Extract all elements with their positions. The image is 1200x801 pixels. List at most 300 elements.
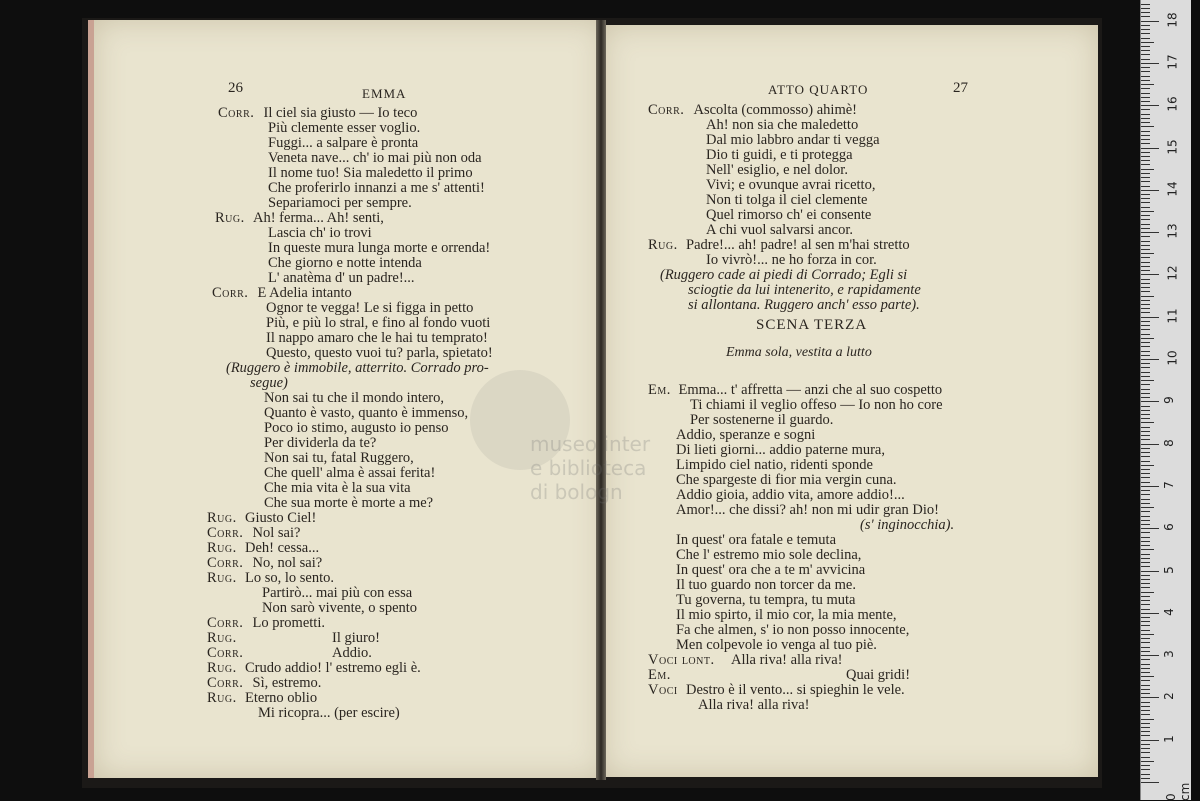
ruler-tick [1141,279,1150,280]
ruler-number: 0 cm [1164,782,1192,801]
ruler-tick [1141,342,1150,343]
ruler-number: 12 [1165,265,1180,282]
ruler-tick [1141,757,1150,758]
verse-line: Quel rimorso ch' ei consente [706,207,872,223]
verse-line: Amor!... che dissi? ah! non mi udir gran Dio! [676,502,939,518]
ruler-tick [1141,541,1150,542]
ruler-tick [1141,630,1150,631]
ruler-tick [1141,296,1154,297]
ruler-tick [1141,71,1150,72]
ruler-tick [1141,406,1150,407]
ruler-tick [1141,465,1154,466]
verse-line: Per dividerla da te? [264,435,377,451]
right-page-number: 27 [953,80,968,96]
ruler-tick [1141,537,1150,538]
ruler-tick [1141,532,1150,533]
speaker-label: Corr. [207,675,244,691]
verse-line: Più, e più lo stral, e fino al fondo vuoti [266,315,491,331]
verse-line: Lo so, lo sento. [245,570,335,586]
ruler-tick [1141,50,1150,51]
ruler-tick [1141,710,1150,711]
ruler-tick [1141,587,1150,588]
verse-line: Deh! cessa... [245,540,320,556]
ruler-tick [1141,122,1150,123]
ruler-tick [1141,571,1159,572]
ruler-tick [1141,109,1150,110]
ruler-tick [1141,351,1150,352]
speaker-label: Rug. [207,540,237,556]
ruler-number: 5 [1161,565,1176,574]
ruler-tick [1141,181,1150,182]
verse-line: Il ciel sia giusto — Io teco [263,105,418,121]
ruler-tick [1141,427,1150,428]
speaker-label: Corr. [648,102,685,118]
ruler-tick [1141,393,1150,394]
ruler-number: 2 [1161,692,1176,701]
ruler-tick [1141,42,1154,43]
ruler-tick [1141,169,1154,170]
ruler-tick [1141,558,1150,559]
ruler-tick [1141,131,1150,132]
ruler-tick [1141,21,1159,22]
ruler-tick [1141,689,1150,690]
verse-line: Padre!... ah! padre! al sen m'hai stretto [686,237,910,253]
verse-line: Che giorno e notte intenda [268,255,422,271]
speaker-label: Corr. [212,285,249,301]
ruler-tick [1141,740,1159,741]
ruler-tick [1141,8,1150,9]
verse-line: Il nappo amaro che le hai tu temprato! [266,330,488,346]
ruler-tick [1141,338,1154,339]
ruler-tick [1141,575,1150,576]
verse-line: Destro è il vento... si spieghin le vele. [686,682,905,698]
ruler-tick [1141,367,1150,368]
ruler-tick [1141,334,1150,335]
ruler-tick [1141,101,1150,102]
verse-line: Che l' estremo mio sole declina, [676,547,862,563]
ruler-tick [1141,300,1150,301]
ruler-tick [1141,520,1150,521]
ruler-tick [1141,554,1150,555]
ruler-tick [1141,719,1154,720]
verse-line: Lascia ch' io trovi [268,225,372,241]
stage-direction: (Ruggero cade ai piedi di Corrado; Egli si [660,267,908,283]
ruler-tick [1141,232,1159,233]
ruler-tick [1141,769,1150,770]
speaker-label: Corr. [207,555,244,571]
verse-line: Vivi; e ovunque avrai ricetto, [706,177,876,193]
verse-line: Dal mio labbro andar ti vegga [706,132,880,148]
ruler-tick [1141,38,1150,39]
verse-line: A chi vuol salvarsi ancor. [706,222,853,238]
ruler-tick [1141,54,1150,55]
verse-line: Il giuro! [332,630,380,646]
ruler-number: 16 [1165,96,1180,112]
ruler-number: 14 [1165,181,1180,197]
left-page-number: 26 [228,80,243,96]
ruler-tick [1141,697,1159,698]
speaker-label: Rug. [207,630,237,646]
ruler-tick [1141,651,1150,652]
ruler-tick [1141,659,1150,660]
ruler-tick [1141,507,1154,508]
verse-line: Addio gioia, addio vita, amore addio!... [676,487,905,503]
ruler-tick [1141,224,1150,225]
ruler-tick [1141,414,1150,415]
verse-line: Ognor te vegga! Le si figga in petto [266,300,474,316]
ruler-tick [1141,579,1150,580]
ruler-tick [1141,207,1150,208]
ruler-tick [1141,744,1150,745]
ruler-tick [1141,566,1150,567]
verse-line: Separiamoci per sempre. [268,195,412,211]
verse-line: Non ti tolga il ciel clemente [706,192,868,208]
ruler-tick [1141,401,1159,402]
ruler-tick [1141,97,1150,98]
verse-line: Quai gridi! [846,667,911,683]
ruler-tick [1141,477,1150,478]
verse-line: Emma... t' affretta — anzi che al suo cospetto [678,382,943,398]
verse-line: Non sai tu, fatal Ruggero, [264,450,414,466]
ruler-tick [1141,731,1150,732]
ruler-tick [1141,186,1150,187]
speaker-label: Rug. [207,690,237,706]
speaker-label: Em. [648,667,671,683]
ruler-tick [1141,583,1150,584]
ruler-tick [1141,765,1150,766]
ruler-tick [1141,139,1150,140]
verse-line: Sì, estremo. [252,675,322,691]
stage-direction: (Ruggero è immobile, atterrito. Corrado pro- [226,360,489,376]
ruler-tick [1141,431,1150,432]
ruler-tick [1141,253,1154,254]
ruler-tick [1141,126,1154,127]
ruler-tick [1141,152,1150,153]
ruler-tick [1141,249,1150,250]
verse-line: Eterno oblio [245,690,318,706]
ruler-tick [1141,617,1150,618]
ruler-tick [1141,444,1159,445]
ruler-tick [1141,304,1150,305]
ruler-tick [1141,241,1150,242]
ruler-tick [1141,748,1150,749]
verse-line: Ti chiami il veglio offeso — Io non ho core [690,397,943,413]
verse-line: Io vivrò!... ne ho forza in cor. [706,252,877,268]
ruler-tick [1141,287,1150,288]
ruler-tick [1141,727,1150,728]
ruler-tick [1141,655,1159,656]
verse-line: Men colpevole io venga al tuo piè. [676,637,877,653]
ruler-tick [1141,236,1150,237]
ruler-tick [1141,228,1150,229]
verse-line: E Adelia intanto [257,285,352,301]
ruler-tick [1141,482,1150,483]
scene-title: SCENA TERZA [756,317,868,333]
verse-line: Più clemente esser voglio. [268,120,421,136]
speaker-label: Corr. [207,525,244,541]
speaker-label: Corr. [218,105,255,121]
ruler-tick [1141,549,1154,550]
left-page-header: EMMA [362,86,407,101]
ruler-tick [1141,160,1150,161]
ruler-number: 8 [1161,438,1176,447]
ruler-tick [1141,384,1150,385]
ruler-tick [1141,676,1154,677]
ruler-tick [1141,782,1159,783]
verse-line: Addio. [332,645,372,661]
ruler-tick [1141,308,1150,309]
ruler-tick [1141,46,1150,47]
verse-line: Non sai tu che il mondo intero, [264,390,445,406]
ruler-tick [1141,190,1159,191]
ruler-tick [1141,114,1150,115]
ruler-tick [1141,714,1150,715]
verse-line: No, nol sai? [252,555,323,571]
ruler-tick [1141,177,1150,178]
ruler-tick [1141,503,1150,504]
ruler-tick [1141,359,1159,360]
ruler-tick [1141,312,1150,313]
verse-line: Poco io stimo, augusto io penso [264,420,449,436]
verse-line: Che sua morte è morte a me? [264,495,434,511]
speaker-label: Rug. [207,570,237,586]
ruler-tick [1141,461,1150,462]
ruler-tick [1141,317,1159,318]
ruler-tick [1141,545,1150,546]
ruler-tick [1141,638,1150,639]
ruler-tick [1141,219,1150,220]
verse-line: Quanto è vasto, quanto è immenso, [264,405,469,421]
ruler-tick [1141,613,1159,614]
stage-direction: sciogtie da lui intenerito, e rapidamente [688,282,921,298]
ruler-number: 10 [1165,350,1180,366]
ruler-tick [1141,33,1150,34]
ruler-tick [1141,266,1150,267]
scene-subtitle: Emma sola, vestita a lutto [726,345,872,360]
ruler-tick [1141,621,1150,622]
verse-line: Lo prometti. [252,615,325,631]
ruler-tick [1141,452,1150,453]
ruler-tick [1141,194,1150,195]
ruler-tick [1141,642,1150,643]
verse-line: Fuggi... a salpare è pronta [268,135,419,151]
measuring-ruler [1140,0,1191,800]
speaker-label: Voci [648,682,678,698]
speaker-label: Rug. [207,510,237,526]
ruler-tick [1141,723,1150,724]
ruler-tick [1141,600,1150,601]
verse-line: Il tuo guardo non torcer da me. [676,577,856,593]
ruler-tick [1141,448,1150,449]
ruler-tick [1141,270,1150,271]
ruler-tick [1141,596,1150,597]
speaker-label: Em. [648,382,671,398]
stage-direction: si allontana. Ruggero anch' esso parte). [688,297,920,313]
ruler-tick [1141,80,1150,81]
verse-line: Crudo addio! l' estremo egli è. [245,660,421,676]
ruler-tick [1141,321,1150,322]
ruler-tick [1141,439,1150,440]
ruler-tick [1141,67,1150,68]
ruler-tick [1141,490,1150,491]
verse-line: Giusto Ciel! [245,510,317,526]
ruler-tick [1141,752,1150,753]
verse-line: Che mia vita è la sua vita [264,480,411,496]
ruler-number: 7 [1161,481,1176,489]
verse-line: Ah! ferma... Ah! senti, [253,210,384,226]
ruler-tick [1141,118,1150,119]
ruler-tick [1141,25,1150,26]
ruler-tick [1141,355,1150,356]
ruler-number: 17 [1165,54,1180,70]
verse-line: Per sostenerne il guardo. [690,412,834,428]
ruler-tick [1141,380,1154,381]
ruler-tick [1141,164,1150,165]
ruler-tick [1141,148,1159,149]
ruler-tick [1141,706,1150,707]
ruler-number: 3 [1161,650,1176,658]
ruler-tick [1141,257,1150,258]
ruler-tick [1141,494,1150,495]
ruler-tick [1141,524,1150,525]
ruler-tick [1141,291,1150,292]
verse-line: Ascolta (commosso) ahimè! [693,102,857,118]
ruler-tick [1141,59,1150,60]
verse-line: L' anatèma d' un padre!... [268,270,415,286]
verse-line: Ah! non sia che maledetto [706,117,859,133]
ruler-tick [1141,761,1154,762]
ruler-tick [1141,29,1150,30]
ruler-tick [1141,389,1150,390]
stage-direction: segue) [250,375,288,391]
ruler-tick [1141,422,1154,423]
ruler-tick [1141,156,1150,157]
ruler-tick [1141,211,1154,212]
ruler-tick [1141,511,1150,512]
verse-line: Il nome tuo! Sia maledetto il primo [268,165,473,181]
ruler-tick [1141,634,1154,635]
ruler-tick [1141,609,1150,610]
ruler-tick [1141,668,1150,669]
ruler-number: 6 [1161,523,1176,532]
ruler-tick [1141,372,1150,373]
ruler-tick [1141,245,1150,246]
book-gutter [596,20,606,780]
ruler-tick [1141,647,1150,648]
watermark-text: museo inter e biblioteca di bologn [530,432,651,504]
ruler-tick [1141,376,1150,377]
ruler-tick [1141,685,1150,686]
verse-line: Questo, questo vuoi tu? parla, spietato! [266,345,493,361]
verse-line: Il mio spirto, il mio cor, la mia mente, [676,607,897,623]
verse-line: In queste mura lunga morte e orrenda! [268,240,491,256]
ruler-tick [1141,16,1150,17]
ruler-tick [1141,435,1150,436]
ruler-tick [1141,672,1150,673]
ruler-tick [1141,664,1150,665]
ruler-tick [1141,418,1150,419]
verse-line: Che proferirlo innanzi a me s' attenti! [268,180,485,196]
verse-line: Alla riva! alla riva! [731,652,843,668]
ruler-tick [1141,274,1159,275]
verse-line: Nell' esiglio, e nel dolor. [706,162,848,178]
ruler-tick [1141,516,1150,517]
ruler-number: 13 [1165,223,1180,239]
ruler-tick [1141,774,1150,775]
ruler-number: 4 [1161,607,1176,616]
ruler-tick [1141,702,1150,703]
ruler-tick [1141,604,1150,605]
verse-line: Dio ti guidi, e ti protegga [706,147,853,163]
verse-line: Nol sai? [252,525,301,541]
verse-line: Alla riva! alla riva! [698,697,810,713]
ruler-tick [1141,778,1150,779]
ruler-tick [1141,469,1150,470]
ruler-tick [1141,84,1154,85]
ruler-number: 18 [1165,11,1180,28]
ruler-tick [1141,528,1159,529]
speaker-label: Rug. [648,237,678,253]
ruler-tick [1141,143,1150,144]
verse-line: Non sarò vivente, o spento [262,600,418,616]
verse-line: Limpido ciel natio, ridenti sponde [676,457,873,473]
verse-line: Di lieti giorni... addio paterne mura, [676,442,885,458]
verse-line: In quest' ora fatale e temuta [676,532,837,548]
ruler-tick [1141,486,1159,487]
stage-direction: (s' inginocchia). [860,517,955,533]
ruler-tick [1141,363,1150,364]
ruler-tick [1141,562,1150,563]
ruler-tick [1141,262,1150,263]
ruler-tick [1141,680,1150,681]
verse-line: Che quell' alma è assai ferita! [264,465,436,481]
verse-line: Veneta nave... ch' io mai più non oda [268,150,482,166]
speaker-label: Rug. [207,660,237,676]
ruler-tick [1141,63,1159,64]
speaker-label: Rug. [215,210,245,226]
verse-line: Che spargeste di fior mia vergin cuna. [676,472,897,488]
ruler-tick [1141,198,1150,199]
ruler-tick [1141,499,1150,500]
verse-line: Partirò... mai più con essa [262,585,413,601]
ruler-number: 1 [1161,734,1176,743]
verse-line: Mi ricopra... (per escire) [258,705,400,721]
ruler-tick [1141,88,1150,89]
verse-line: Addio, speranze e sogni [676,427,816,443]
speaker-label: Corr. [207,615,244,631]
ruler-tick [1141,346,1150,347]
ruler-tick [1141,329,1150,330]
ruler-tick [1141,410,1150,411]
verse-line: Fa che almen, s' io non posso innocente, [676,622,910,638]
ruler-tick [1141,625,1150,626]
speaker-label: Corr. [207,645,244,661]
ruler-tick [1141,12,1150,13]
ruler-tick [1141,473,1150,474]
ruler-tick [1141,202,1150,203]
ruler-tick [1141,693,1150,694]
ruler-tick [1141,105,1159,106]
ruler-tick [1141,135,1150,136]
ruler-tick [1141,93,1150,94]
right-page-header: ATTO QUARTO [768,82,869,97]
ruler-tick [1141,456,1150,457]
ruler-tick [1141,592,1154,593]
ruler-tick [1141,173,1150,174]
ruler-tick [1141,76,1150,77]
ruler-number: 11 [1165,308,1180,324]
ruler-tick [1141,397,1150,398]
